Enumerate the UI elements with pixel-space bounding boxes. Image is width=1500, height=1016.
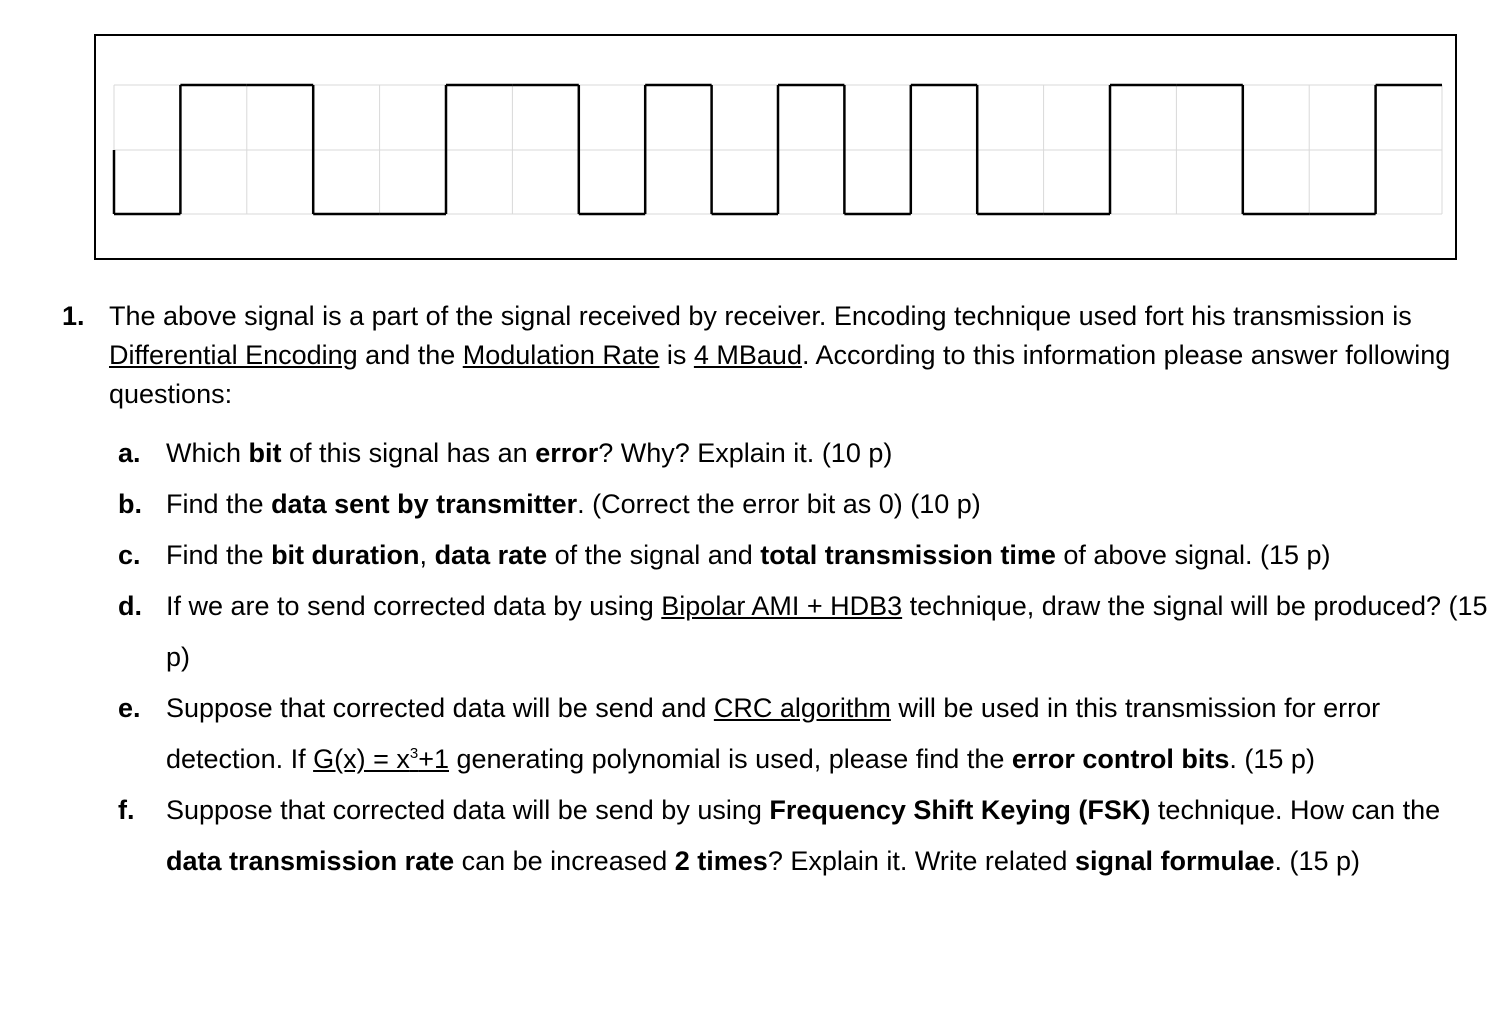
part-e: e. Suppose that corrected data will be send and CRC algorithm will be used in this transmission for error detection. If $G(x) = x^3+1$ generating polynomial is used, please find the error control bits. (15 p) [118, 683, 1488, 785]
question-number: 1. [62, 301, 85, 331]
modulation-rate-value: 4 MBaud [693, 340, 802, 370]
signal-figure [94, 34, 1457, 260]
question-text: The above signal is a part of the signal received by receiver. Encoding technique used fort his transmission is Differential Encoding and the Modulation Rate is 4 MBaud. According to this information please answer following questions: [109, 301, 1451, 409]
sub-questions [118, 428, 1488, 887]
signal-waveform [96, 36, 1455, 258]
part-letter: c. [118, 540, 141, 570]
generator-polynomial: $G(x) = x^3+1$ [313, 744, 449, 774]
modulation-rate-label: Modulation Rate [462, 340, 660, 370]
part-b: b. Find the data sent by transmitter. (Correct the error bit as 0) (10 p) [118, 479, 1488, 530]
part-c: c. Find the bit duration, data rate of the signal and total transmission time of above signal. (15 p) [118, 530, 1488, 581]
part-letter: f. [118, 795, 135, 825]
encoding-technique: Differential Encoding [109, 340, 358, 370]
part-letter: b. [118, 489, 142, 519]
part-f: f. Suppose that corrected data will be send by using Frequency Shift Keying (FSK) technique. How can the data transmission rate can be increased 2 times? Explain it. Write related signal formulae. (15 p) [118, 785, 1488, 887]
part-letter: a. [118, 438, 141, 468]
part-letter: e. [118, 693, 141, 723]
question-1 [62, 297, 1482, 414]
part-a: a. Which bit of this signal has an error? Why? Explain it. (10 p) [118, 428, 1488, 479]
part-d: d. If we are to send corrected data by using Bipolar AMI + HDB3 technique, draw the signal will be produced? (15 p) [118, 581, 1488, 683]
part-letter: d. [118, 591, 142, 621]
